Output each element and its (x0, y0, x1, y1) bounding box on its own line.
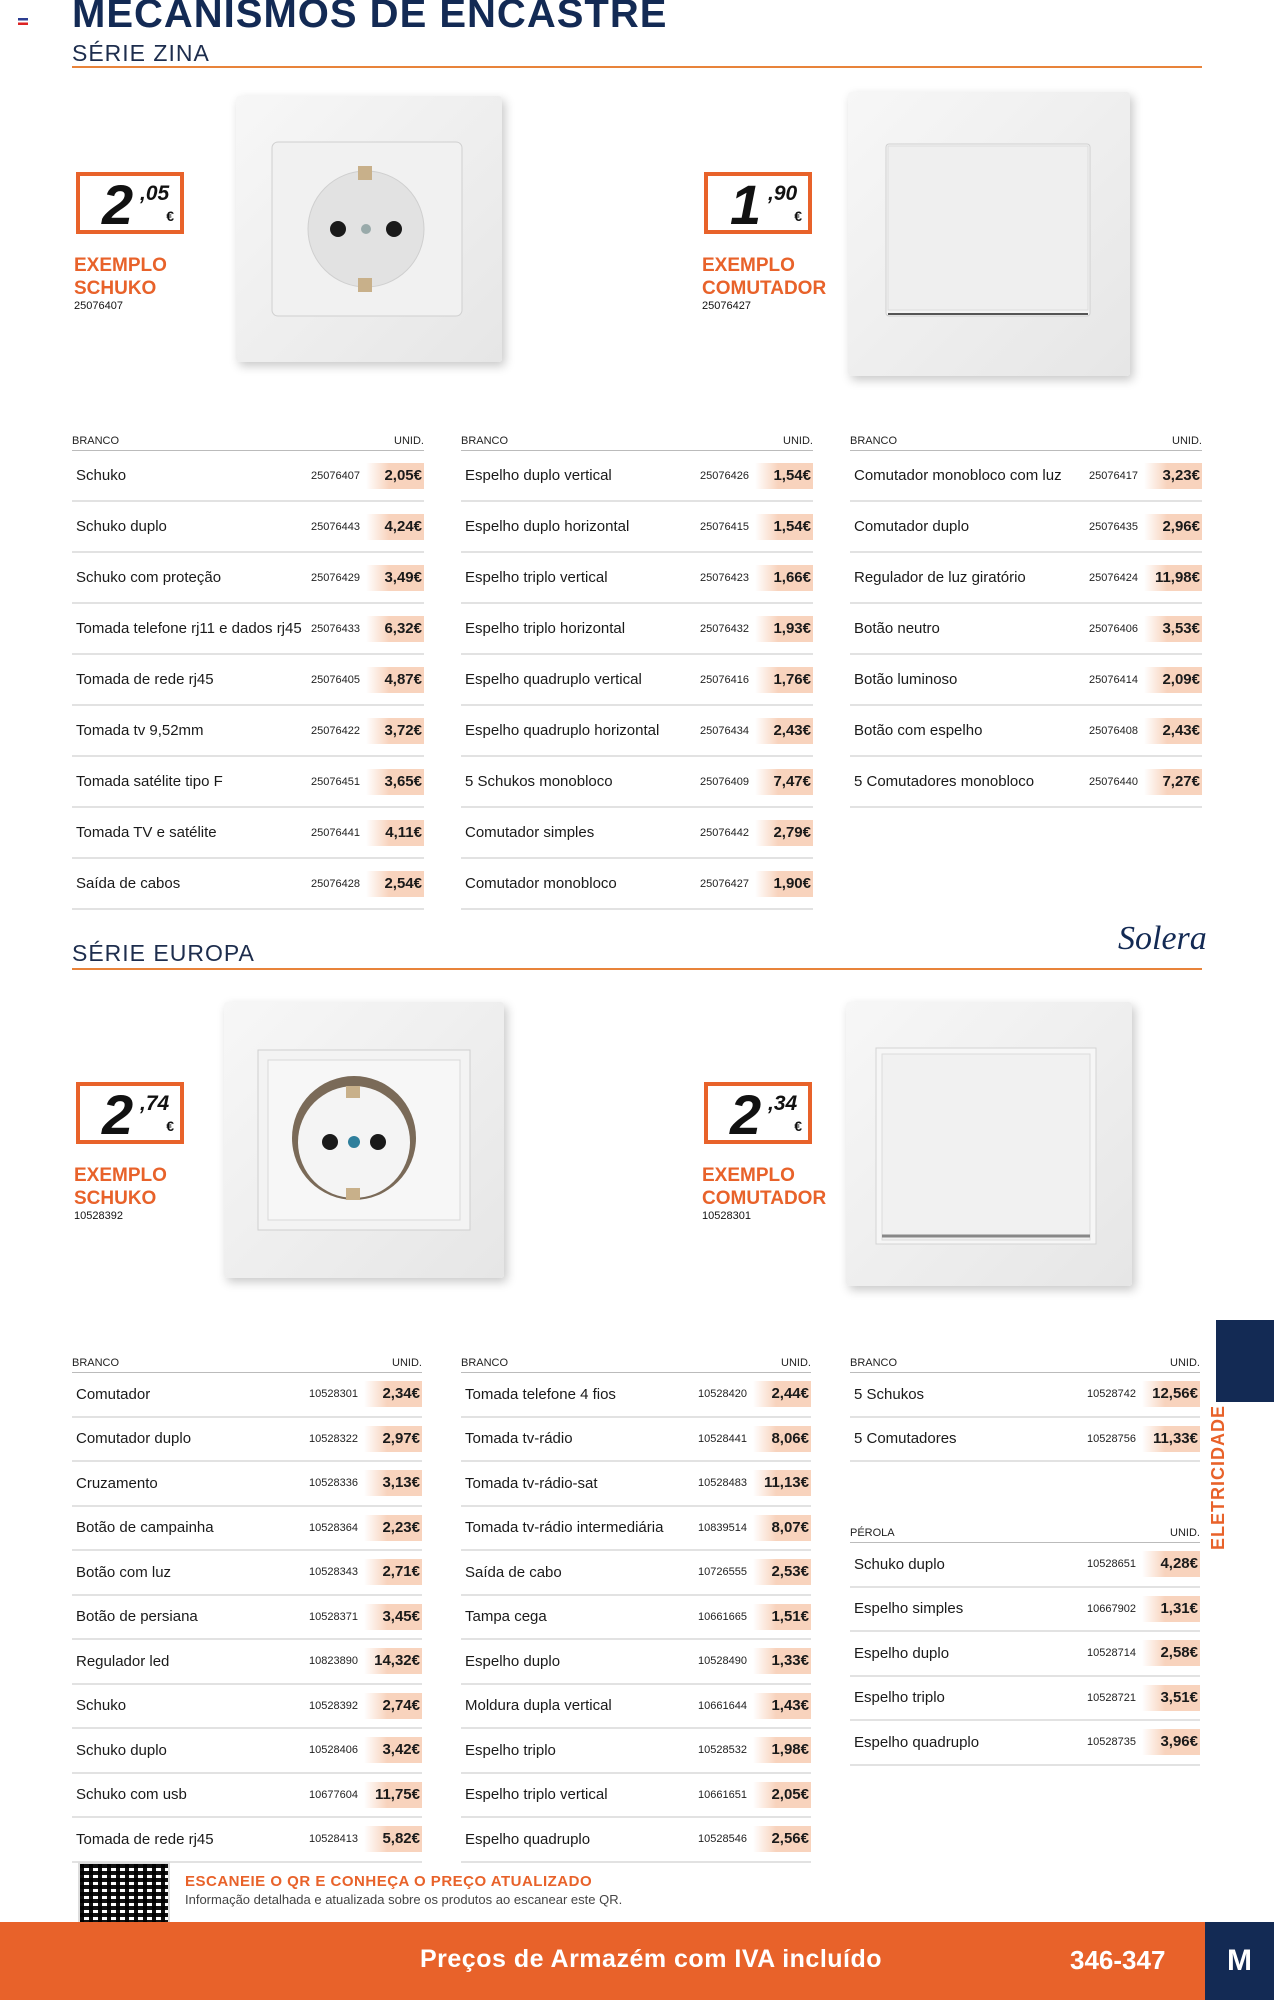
table-row (72, 1640, 422, 1685)
product-code: 10528322 (309, 1432, 358, 1445)
table-row (850, 1721, 1200, 1766)
product-price: 7,47€ (755, 769, 813, 795)
table-row (461, 502, 813, 553)
product-name: Espelho triplo horizontal (465, 620, 626, 637)
table-row (850, 1677, 1200, 1722)
product-price: 1,33€ (753, 1648, 811, 1674)
table-header (850, 432, 1202, 451)
product-code: 10528441 (698, 1432, 747, 1445)
product-price: 4,87€ (366, 667, 424, 693)
table-header (72, 432, 424, 451)
table-header (461, 1354, 811, 1373)
product-code: 25076422 (311, 724, 360, 737)
brand-logo: M (1205, 1922, 1274, 2000)
product-name: Tomada tv 9,52mm (76, 722, 204, 739)
product-code: 10528651 (1087, 1558, 1136, 1571)
product-price: 11,75€ (364, 1782, 422, 1808)
example-comutador-label: EXEMPLO COMUTADOR 10528301 (702, 1165, 827, 1222)
section-title-zina: SÉRIE ZINA (72, 40, 210, 66)
product-price: 2,54€ (366, 871, 424, 897)
product-code: 10528420 (698, 1388, 747, 1401)
price-table (461, 432, 813, 910)
product-price: 2,53€ (753, 1559, 811, 1585)
table-row (72, 1685, 422, 1730)
example-comutador-label: EXEMPLO COMUTADOR 25076427 (702, 255, 827, 312)
product-name: Schuko com usb (76, 1786, 187, 1804)
product-price: 1,54€ (755, 514, 813, 540)
product-code: 25076423 (700, 571, 749, 584)
table-row (850, 1632, 1200, 1677)
product-code: 25076432 (700, 622, 749, 635)
product-code: 25076405 (311, 673, 360, 686)
product-price: 3,45€ (364, 1604, 422, 1630)
product-price: 3,49€ (366, 565, 424, 591)
table-row (850, 655, 1202, 706)
table-row (461, 1818, 811, 1863)
table-header-unit: UNID. (1170, 1357, 1200, 1369)
table-row (461, 1596, 811, 1641)
switch-image (846, 1002, 1132, 1286)
table-header-color: BRANCO (72, 435, 120, 447)
product-price: 12,56€ (1142, 1381, 1200, 1407)
product-name: Espelho duplo horizontal (465, 518, 630, 535)
product-code: 25076434 (700, 724, 749, 737)
product-price: 1,90€ (755, 871, 813, 897)
product-price: 2,34€ (364, 1381, 422, 1407)
side-tab (1216, 1320, 1274, 1402)
table-row (461, 1640, 811, 1685)
table-row (850, 1543, 1200, 1588)
product-price: 3,65€ (366, 769, 424, 795)
table-row (72, 553, 424, 604)
product-name: Cruzamento (76, 1474, 158, 1492)
product-name: Regulador de luz giratório (854, 569, 1026, 586)
product-price: 3,96€ (1142, 1729, 1200, 1755)
schuko-socket-image (236, 96, 502, 362)
product-name: Comutador duplo (76, 1430, 192, 1448)
table-row (461, 1462, 811, 1507)
switch-image (848, 92, 1130, 376)
solera-logo: Solera (1118, 920, 1207, 957)
product-price: 8,07€ (753, 1515, 811, 1541)
table-row (461, 604, 813, 655)
product-code: 10528483 (698, 1477, 747, 1490)
product-code: 25076426 (700, 469, 749, 482)
product-price: 11,13€ (753, 1470, 811, 1496)
product-name: Espelho simples (854, 1600, 964, 1618)
product-code: 10528371 (309, 1610, 358, 1623)
table-header-unit: UNID. (392, 1357, 422, 1369)
product-price: 8,06€ (753, 1426, 811, 1452)
schuko-socket-image (224, 1002, 504, 1278)
schuko-socket-icon (224, 1002, 504, 1278)
table-row (461, 1685, 811, 1730)
product-price: 2,43€ (755, 718, 813, 744)
table-row (461, 655, 813, 706)
product-price: 2,05€ (366, 463, 424, 489)
product-name: Schuko (76, 467, 127, 484)
product-price: 1,51€ (753, 1604, 811, 1630)
qr-title: ESCANEIE O QR E CONHEÇA O PREÇO ATUALIZADO (185, 1873, 593, 1890)
table-header (461, 432, 813, 451)
product-name: Schuko com proteção (76, 569, 222, 586)
product-price: 2,05€ (753, 1782, 811, 1808)
table-row (461, 1373, 811, 1418)
product-code: 10839514 (698, 1521, 747, 1534)
table-row (72, 604, 424, 655)
product-name: Botão de persiana (76, 1608, 198, 1626)
product-name: Tomada telefone rj11 e dados rj45 (76, 620, 302, 637)
product-name: Espelho quadruplo vertical (465, 671, 642, 688)
product-price: 2,09€ (1144, 667, 1202, 693)
product-name: 5 Comutadores monobloco (854, 773, 1035, 790)
product-code: 10528742 (1087, 1388, 1136, 1401)
schuko-socket-icon (236, 96, 502, 362)
product-price: 2,79€ (755, 820, 813, 846)
product-price: 2,23€ (364, 1515, 422, 1541)
product-code: 10677604 (309, 1788, 358, 1801)
table-row (850, 1588, 1200, 1633)
product-name: Espelho quadruplo horizontal (465, 722, 660, 739)
page-numbers: 346-347 (1070, 1945, 1166, 1975)
table-row (850, 706, 1202, 757)
switch-icon (848, 92, 1130, 376)
product-name: Espelho quadruplo (854, 1733, 980, 1751)
price-tag: 1 ,90 € (704, 172, 812, 234)
table-row (72, 1774, 422, 1819)
product-name: Espelho triplo vertical (465, 1786, 608, 1804)
product-price: 3,53€ (1144, 616, 1202, 642)
example-schuko-label: EXEMPLO SCHUKO 25076407 (74, 255, 167, 312)
table-header (850, 1524, 1200, 1543)
price-table (850, 432, 1202, 808)
product-price: 2,71€ (364, 1559, 422, 1585)
product-price: 3,72€ (366, 718, 424, 744)
table-row (461, 706, 813, 757)
table-row (72, 1729, 422, 1774)
product-name: Saída de cabos (76, 875, 181, 892)
product-price: 1,66€ (755, 565, 813, 591)
price-tag: 2 ,05 € (76, 172, 184, 234)
table-row (461, 1507, 811, 1552)
product-code: 25076433 (311, 622, 360, 635)
table-header-color: BRANCO (461, 435, 509, 447)
product-price: 2,97€ (364, 1426, 422, 1452)
table-header-unit: UNID. (394, 435, 424, 447)
example-schuko-label: EXEMPLO SCHUKO 10528392 (74, 1165, 167, 1222)
product-code: 10823890 (309, 1655, 358, 1668)
product-code: 25076441 (311, 826, 360, 839)
product-name: 5 Comutadores (854, 1430, 957, 1448)
product-code: 10528413 (309, 1833, 358, 1846)
product-price: 1,43€ (753, 1693, 811, 1719)
product-name: Botão com espelho (854, 722, 983, 739)
price-table (850, 1354, 1200, 1462)
table-row (72, 1596, 422, 1641)
table-header-color: BRANCO (850, 435, 898, 447)
table-row (72, 706, 424, 757)
product-name: Espelho duplo (854, 1644, 950, 1662)
product-name: Tomada satélite tipo F (76, 773, 223, 790)
table-row (72, 1818, 422, 1863)
product-code: 10528756 (1087, 1432, 1136, 1445)
category-label: ELETRICIDADE (1208, 1404, 1228, 1550)
product-code: 10528490 (698, 1655, 747, 1668)
product-name: Moldura dupla vertical (465, 1697, 612, 1715)
product-name: Tomada de rede rj45 (76, 671, 214, 688)
product-price: 1,54€ (755, 463, 813, 489)
table-row (72, 757, 424, 808)
product-name: Comutador monobloco (465, 875, 617, 892)
table-header-unit: UNID. (1170, 1527, 1200, 1539)
qr-subtitle: Informação detalhada e atualizada sobre os produtos ao escanear este QR. (185, 1892, 623, 1907)
product-name: Botão neutro (854, 620, 940, 637)
product-price: 6,32€ (366, 616, 424, 642)
product-code: 10528532 (698, 1744, 747, 1757)
table-header-unit: UNID. (783, 435, 813, 447)
product-name: Botão luminoso (854, 671, 958, 688)
page-title: MECANISMOS DE ENCASTRE (72, 0, 668, 36)
product-code: 25076408 (1089, 724, 1138, 737)
table-row (72, 1507, 422, 1552)
product-price: 1,93€ (755, 616, 813, 642)
product-name: 5 Schukos monobloco (465, 773, 613, 790)
product-price: 3,42€ (364, 1737, 422, 1763)
product-name: Espelho duplo vertical (465, 467, 612, 484)
product-code: 25076406 (1089, 622, 1138, 635)
divider (72, 66, 1202, 68)
table-header-color: BRANCO (850, 1357, 898, 1369)
product-name: Comutador duplo (854, 518, 970, 535)
product-code: 10661644 (698, 1699, 747, 1712)
product-price: 2,58€ (1142, 1640, 1200, 1666)
product-price: 1,31€ (1142, 1596, 1200, 1622)
product-price: 2,43€ (1144, 718, 1202, 744)
product-name: Espelho quadruplo (465, 1830, 591, 1848)
product-code: 10528546 (698, 1833, 747, 1846)
product-code: 25076409 (700, 775, 749, 788)
product-code: 25076417 (1089, 469, 1138, 482)
product-price: 11,98€ (1144, 565, 1202, 591)
divider (72, 968, 1202, 970)
product-code: 25076442 (700, 826, 749, 839)
product-code: 25076424 (1089, 571, 1138, 584)
product-name: Regulador led (76, 1652, 170, 1670)
table-row (461, 1551, 811, 1596)
table-row (72, 808, 424, 859)
product-price: 11,33€ (1142, 1426, 1200, 1452)
product-name: Comutador monobloco com luz (854, 467, 1062, 484)
table-row (850, 553, 1202, 604)
product-code: 10528343 (309, 1566, 358, 1579)
product-name: Saída de cabo (465, 1563, 562, 1581)
table-header (850, 1354, 1200, 1373)
table-row (461, 553, 813, 604)
product-code: 25076414 (1089, 673, 1138, 686)
product-code: 25076428 (311, 877, 360, 890)
product-code: 25076435 (1089, 520, 1138, 533)
product-price: 14,32€ (364, 1648, 422, 1674)
product-code: 25076427 (700, 877, 749, 890)
table-row (850, 502, 1202, 553)
product-name: Schuko (76, 1697, 127, 1715)
product-code: 25076451 (311, 775, 360, 788)
product-code: 25076416 (700, 673, 749, 686)
product-price: 3,13€ (364, 1470, 422, 1496)
product-name: Espelho triplo vertical (465, 569, 608, 586)
table-header-unit: UNID. (781, 1357, 811, 1369)
product-name: Tomada de rede rj45 (76, 1830, 214, 1848)
product-code: 10528406 (309, 1744, 358, 1757)
table-row (72, 1373, 422, 1418)
table-row (461, 859, 813, 910)
product-price: 4,28€ (1142, 1551, 1200, 1577)
product-name: Tomada tv-rádio (465, 1430, 573, 1448)
table-row (72, 451, 424, 502)
product-price: 1,98€ (753, 1737, 811, 1763)
product-name: Tampa cega (465, 1608, 547, 1626)
table-row (72, 1418, 422, 1463)
product-name: Espelho duplo (465, 1652, 561, 1670)
table-header-color: BRANCO (72, 1357, 120, 1369)
price-table (72, 1354, 422, 1863)
table-row (850, 1373, 1200, 1418)
product-code: 25076429 (311, 571, 360, 584)
product-code: 25076443 (311, 520, 360, 533)
product-name: 5 Schukos (854, 1385, 925, 1403)
table-header-unit: UNID. (1172, 435, 1202, 447)
product-code: 10528301 (309, 1388, 358, 1401)
footer-text: Preços de Armazém com IVA incluído (420, 1945, 883, 1973)
product-name: Comutador (76, 1385, 151, 1403)
product-name: Botão de campainha (76, 1519, 214, 1537)
product-code: 10528721 (1087, 1691, 1136, 1704)
product-code: 10661651 (698, 1788, 747, 1801)
table-row (461, 757, 813, 808)
product-price: 2,96€ (1144, 514, 1202, 540)
table-row (850, 451, 1202, 502)
price-tag: 2 ,74 € (76, 1082, 184, 1144)
product-price: 3,51€ (1142, 1685, 1200, 1711)
price-table (72, 432, 424, 910)
table-header-color: BRANCO (461, 1357, 509, 1369)
table-row (461, 1729, 811, 1774)
product-name: Comutador simples (465, 824, 595, 841)
section-title-europa: SÉRIE EUROPA (72, 940, 255, 966)
product-name: Tomada TV e satélite (76, 824, 217, 841)
product-code: 10667902 (1087, 1602, 1136, 1615)
table-row (461, 451, 813, 502)
product-price: 1,76€ (755, 667, 813, 693)
price-tag: 2 ,34 € (704, 1082, 812, 1144)
table-row (850, 757, 1202, 808)
product-code: 25076440 (1089, 775, 1138, 788)
product-code: 10726555 (698, 1566, 747, 1579)
table-row (461, 1774, 811, 1819)
product-code: 10528735 (1087, 1736, 1136, 1749)
table-header-color: PÉROLA (850, 1527, 895, 1539)
price-table (461, 1354, 811, 1863)
product-price: 5,82€ (364, 1826, 422, 1852)
product-price: 3,23€ (1144, 463, 1202, 489)
switch-icon (846, 1002, 1132, 1286)
table-header (72, 1354, 422, 1373)
product-code: 10528714 (1087, 1647, 1136, 1660)
flag-icon (18, 18, 28, 25)
product-name: Schuko duplo (76, 518, 167, 535)
table-row (72, 859, 424, 910)
product-name: Espelho triplo (465, 1741, 556, 1759)
product-code: 10528336 (309, 1477, 358, 1490)
product-name: Botão com luz (76, 1563, 172, 1581)
product-name: Espelho triplo (854, 1689, 945, 1707)
product-price: 4,11€ (366, 820, 424, 846)
product-name: Tomada tv-rádio-sat (465, 1474, 598, 1492)
price-table (850, 1524, 1200, 1766)
product-price: 2,74€ (364, 1693, 422, 1719)
table-row (72, 1551, 422, 1596)
table-row (850, 1418, 1200, 1463)
product-price: 2,56€ (753, 1826, 811, 1852)
product-name: Schuko duplo (76, 1741, 167, 1759)
table-row (72, 1462, 422, 1507)
table-row (461, 808, 813, 859)
product-price: 4,24€ (366, 514, 424, 540)
table-row (850, 604, 1202, 655)
table-row (72, 502, 424, 553)
table-row (461, 1418, 811, 1463)
product-price: 7,27€ (1144, 769, 1202, 795)
product-code: 10528364 (309, 1521, 358, 1534)
table-row (72, 655, 424, 706)
product-name: Tomada tv-rádio intermediária (465, 1519, 664, 1537)
product-code: 25076415 (700, 520, 749, 533)
product-price: 2,44€ (753, 1381, 811, 1407)
product-code: 10528392 (309, 1699, 358, 1712)
product-name: Schuko duplo (854, 1555, 945, 1573)
product-code: 25076407 (311, 469, 360, 482)
product-name: Tomada telefone 4 fios (465, 1385, 616, 1403)
product-code: 10661665 (698, 1610, 747, 1623)
